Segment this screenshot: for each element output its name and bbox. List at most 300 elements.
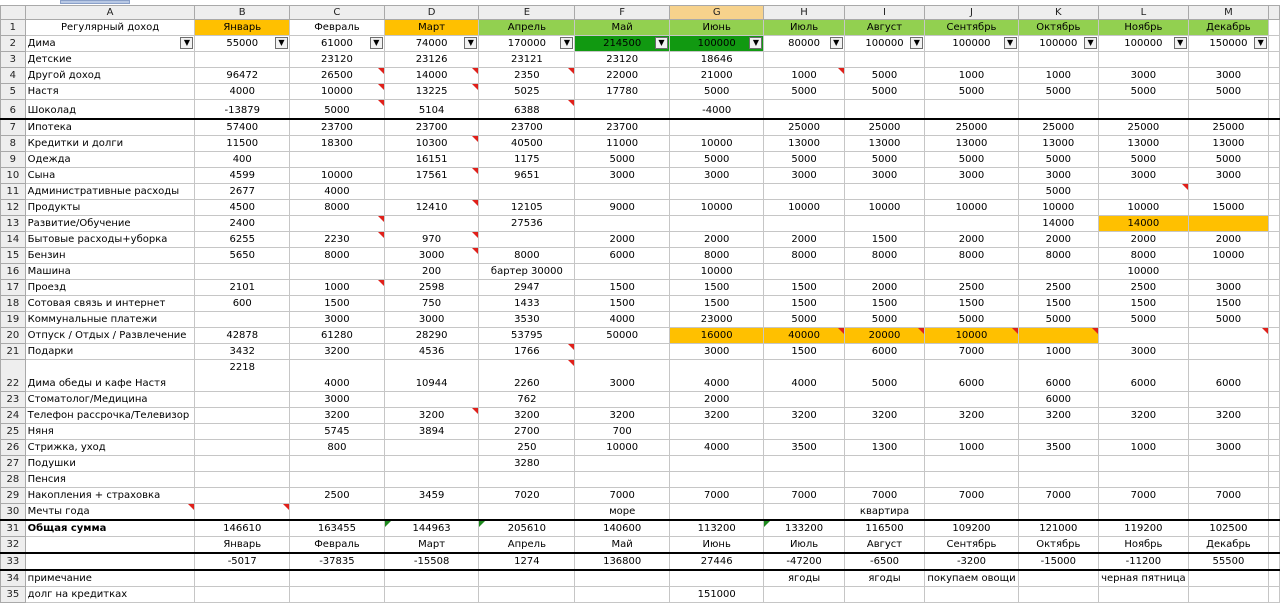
- row-header[interactable]: 15: [1, 247, 26, 263]
- value-cell[interactable]: [844, 407, 925, 423]
- value-cell[interactable]: [290, 119, 385, 136]
- row-header[interactable]: 19: [1, 311, 26, 327]
- value-cell[interactable]: [195, 279, 290, 295]
- value-cell[interactable]: [384, 520, 479, 537]
- value-cell[interactable]: [669, 52, 764, 68]
- value-cell[interactable]: [1099, 327, 1189, 343]
- value-cell[interactable]: [764, 553, 844, 570]
- value-cell[interactable]: [1099, 311, 1189, 327]
- value-cell[interactable]: [195, 359, 290, 391]
- value-cell[interactable]: [575, 520, 670, 537]
- chevron-down-icon[interactable]: ▼: [1174, 37, 1187, 49]
- row-label-cell[interactable]: Дима ▼: [25, 36, 195, 52]
- value-cell[interactable]: [925, 455, 1018, 471]
- value-cell[interactable]: [195, 231, 290, 247]
- value-cell[interactable]: [1188, 359, 1269, 391]
- value-cell[interactable]: [844, 391, 925, 407]
- value-cell[interactable]: [1099, 503, 1189, 520]
- value-cell[interactable]: [384, 343, 479, 359]
- value-cell[interactable]: [384, 391, 479, 407]
- value-cell[interactable]: [925, 423, 1018, 439]
- value-cell[interactable]: [1188, 199, 1269, 215]
- value-cell[interactable]: [575, 439, 670, 455]
- value-cell[interactable]: [925, 199, 1018, 215]
- row-header[interactable]: 6: [1, 100, 26, 119]
- value-cell[interactable]: [1188, 570, 1269, 587]
- value-cell[interactable]: [1188, 423, 1269, 439]
- row-header[interactable]: 25: [1, 423, 26, 439]
- row-header[interactable]: 2: [1, 36, 26, 52]
- value-cell[interactable]: [1099, 183, 1189, 199]
- value-cell[interactable]: [290, 455, 385, 471]
- value-cell[interactable]: [925, 471, 1018, 487]
- value-cell[interactable]: [764, 263, 844, 279]
- value-cell[interactable]: [1188, 36, 1269, 52]
- value-cell[interactable]: [1188, 407, 1269, 423]
- value-cell[interactable]: [669, 455, 764, 471]
- value-cell[interactable]: [290, 423, 385, 439]
- value-cell[interactable]: [195, 343, 290, 359]
- value-cell[interactable]: [384, 279, 479, 295]
- value-cell[interactable]: [195, 570, 290, 587]
- chevron-down-icon[interactable]: ▼: [910, 37, 923, 49]
- value-cell[interactable]: [1099, 199, 1189, 215]
- value-cell[interactable]: [1018, 553, 1098, 570]
- value-cell[interactable]: [479, 167, 575, 183]
- value-cell[interactable]: [1099, 407, 1189, 423]
- value-cell[interactable]: [384, 586, 479, 602]
- value-cell[interactable]: [1188, 553, 1269, 570]
- value-cell[interactable]: [1188, 215, 1269, 231]
- row-header[interactable]: 27: [1, 455, 26, 471]
- value-cell[interactable]: [290, 263, 385, 279]
- value-cell[interactable]: [384, 199, 479, 215]
- row-header[interactable]: 24: [1, 407, 26, 423]
- column-header-b[interactable]: B: [195, 6, 290, 20]
- value-cell[interactable]: [844, 231, 925, 247]
- row-label-cell[interactable]: Ипотека: [25, 119, 195, 136]
- chevron-down-icon[interactable]: ▼: [275, 37, 288, 49]
- value-cell[interactable]: [479, 215, 575, 231]
- value-cell[interactable]: [479, 536, 575, 553]
- row-label-cell[interactable]: Продукты: [25, 199, 195, 215]
- value-cell[interactable]: [669, 343, 764, 359]
- income-header-cell[interactable]: Регулярный доход: [25, 20, 195, 36]
- value-cell[interactable]: [1099, 553, 1189, 570]
- value-cell[interactable]: [925, 36, 1018, 52]
- value-cell[interactable]: [925, 100, 1018, 119]
- row-header[interactable]: 28: [1, 471, 26, 487]
- column-header-i[interactable]: I: [844, 6, 925, 20]
- value-cell[interactable]: [1188, 295, 1269, 311]
- value-cell[interactable]: [1188, 119, 1269, 136]
- value-cell[interactable]: [479, 119, 575, 136]
- value-cell[interactable]: [575, 423, 670, 439]
- month-header-cell[interactable]: Сентябрь: [925, 20, 1018, 36]
- value-cell[interactable]: [669, 199, 764, 215]
- value-cell[interactable]: [1018, 439, 1098, 455]
- value-cell[interactable]: [1188, 391, 1269, 407]
- value-cell[interactable]: [1099, 423, 1189, 439]
- value-cell[interactable]: [669, 570, 764, 587]
- value-cell[interactable]: [925, 231, 1018, 247]
- value-cell[interactable]: [925, 183, 1018, 199]
- row-header[interactable]: 4: [1, 68, 26, 84]
- value-cell[interactable]: [764, 279, 844, 295]
- value-cell[interactable]: [290, 84, 385, 100]
- value-cell[interactable]: [925, 586, 1018, 602]
- value-cell[interactable]: [575, 52, 670, 68]
- value-cell[interactable]: [925, 295, 1018, 311]
- value-cell[interactable]: [1018, 247, 1098, 263]
- value-cell[interactable]: [1188, 343, 1269, 359]
- value-cell[interactable]: [844, 215, 925, 231]
- value-cell[interactable]: [290, 100, 385, 119]
- value-cell[interactable]: [669, 36, 764, 52]
- value-cell[interactable]: [1188, 263, 1269, 279]
- value-cell[interactable]: [479, 455, 575, 471]
- month-header-cell[interactable]: Март: [384, 20, 479, 36]
- value-cell[interactable]: [669, 487, 764, 503]
- value-cell[interactable]: [384, 536, 479, 553]
- value-cell[interactable]: [195, 536, 290, 553]
- value-cell[interactable]: [384, 311, 479, 327]
- value-cell[interactable]: [764, 487, 844, 503]
- value-cell[interactable]: [290, 68, 385, 84]
- value-cell[interactable]: [844, 247, 925, 263]
- value-cell[interactable]: [1018, 359, 1098, 391]
- value-cell[interactable]: [195, 36, 290, 52]
- row-header[interactable]: 11: [1, 183, 26, 199]
- value-cell[interactable]: [764, 359, 844, 391]
- value-cell[interactable]: [764, 343, 844, 359]
- value-cell[interactable]: [290, 327, 385, 343]
- column-header-a[interactable]: A: [25, 6, 195, 20]
- value-cell[interactable]: [575, 151, 670, 167]
- value-cell[interactable]: [195, 520, 290, 537]
- value-cell[interactable]: [669, 279, 764, 295]
- row-header[interactable]: 21: [1, 343, 26, 359]
- value-cell[interactable]: [290, 135, 385, 151]
- value-cell[interactable]: [1018, 167, 1098, 183]
- value-cell[interactable]: [195, 68, 290, 84]
- value-cell[interactable]: [479, 311, 575, 327]
- value-cell[interactable]: [1018, 407, 1098, 423]
- value-cell[interactable]: [844, 199, 925, 215]
- value-cell[interactable]: [669, 423, 764, 439]
- value-cell[interactable]: [290, 503, 385, 520]
- value-cell[interactable]: [1099, 135, 1189, 151]
- value-cell[interactable]: [290, 487, 385, 503]
- value-cell[interactable]: [1018, 52, 1098, 68]
- value-cell[interactable]: [575, 119, 670, 136]
- value-cell[interactable]: [384, 359, 479, 391]
- value-cell[interactable]: [290, 52, 385, 68]
- row-header[interactable]: 22: [1, 359, 26, 391]
- value-cell[interactable]: [1099, 231, 1189, 247]
- value-cell[interactable]: [1099, 263, 1189, 279]
- value-cell[interactable]: [764, 135, 844, 151]
- value-cell[interactable]: [1188, 471, 1269, 487]
- value-cell[interactable]: [575, 455, 670, 471]
- value-cell[interactable]: [575, 231, 670, 247]
- value-cell[interactable]: [1018, 327, 1098, 343]
- value-cell[interactable]: [290, 586, 385, 602]
- value-cell[interactable]: [479, 68, 575, 84]
- value-cell[interactable]: [384, 215, 479, 231]
- row-header[interactable]: 7: [1, 119, 26, 136]
- value-cell[interactable]: [575, 311, 670, 327]
- value-cell[interactable]: [844, 52, 925, 68]
- row-label-cell[interactable]: Кредитки и долги: [25, 135, 195, 151]
- value-cell[interactable]: [384, 135, 479, 151]
- value-cell[interactable]: [479, 84, 575, 100]
- value-cell[interactable]: [384, 487, 479, 503]
- value-cell[interactable]: [1188, 586, 1269, 602]
- value-cell[interactable]: [764, 68, 844, 84]
- value-cell[interactable]: [384, 407, 479, 423]
- value-cell[interactable]: [844, 279, 925, 295]
- value-cell[interactable]: [669, 311, 764, 327]
- value-cell[interactable]: [290, 391, 385, 407]
- value-cell[interactable]: [669, 247, 764, 263]
- value-cell[interactable]: [764, 215, 844, 231]
- value-cell[interactable]: [764, 167, 844, 183]
- row-header[interactable]: 3: [1, 52, 26, 68]
- column-header-d[interactable]: D: [384, 6, 479, 20]
- value-cell[interactable]: [1018, 536, 1098, 553]
- value-cell[interactable]: [479, 471, 575, 487]
- row-label-cell[interactable]: Административные расходы: [25, 183, 195, 199]
- value-cell[interactable]: [1099, 359, 1189, 391]
- value-cell[interactable]: [764, 247, 844, 263]
- value-cell[interactable]: [844, 471, 925, 487]
- value-cell[interactable]: [575, 36, 670, 52]
- value-cell[interactable]: [1018, 471, 1098, 487]
- value-cell[interactable]: [764, 455, 844, 471]
- chevron-down-icon[interactable]: ▼: [1254, 37, 1267, 49]
- value-cell[interactable]: [195, 586, 290, 602]
- value-cell[interactable]: [844, 84, 925, 100]
- value-cell[interactable]: [925, 553, 1018, 570]
- value-cell[interactable]: [575, 536, 670, 553]
- column-header-g[interactable]: G: [669, 6, 764, 20]
- value-cell[interactable]: [669, 167, 764, 183]
- sheet-tab-button[interactable]: [60, 0, 130, 4]
- value-cell[interactable]: [1188, 439, 1269, 455]
- value-cell[interactable]: [925, 391, 1018, 407]
- row-label-cell[interactable]: Коммунальные платежи: [25, 311, 195, 327]
- row-label-cell[interactable]: Подарки: [25, 343, 195, 359]
- month-header-cell[interactable]: Январь: [195, 20, 290, 36]
- value-cell[interactable]: [575, 586, 670, 602]
- value-cell[interactable]: [290, 311, 385, 327]
- value-cell[interactable]: [1018, 311, 1098, 327]
- value-cell[interactable]: [1018, 199, 1098, 215]
- value-cell[interactable]: [384, 423, 479, 439]
- value-cell[interactable]: [290, 439, 385, 455]
- value-cell[interactable]: [575, 84, 670, 100]
- value-cell[interactable]: [479, 553, 575, 570]
- value-cell[interactable]: [1099, 215, 1189, 231]
- value-cell[interactable]: [479, 586, 575, 602]
- value-cell[interactable]: [844, 487, 925, 503]
- value-cell[interactable]: [195, 119, 290, 136]
- value-cell[interactable]: [669, 553, 764, 570]
- column-header-f[interactable]: F: [575, 6, 670, 20]
- value-cell[interactable]: [669, 439, 764, 455]
- value-cell[interactable]: [669, 100, 764, 119]
- row-header[interactable]: 32: [1, 536, 26, 553]
- value-cell[interactable]: [1099, 455, 1189, 471]
- value-cell[interactable]: [669, 68, 764, 84]
- value-cell[interactable]: [195, 553, 290, 570]
- value-cell[interactable]: [925, 167, 1018, 183]
- value-cell[interactable]: [479, 391, 575, 407]
- value-cell[interactable]: [669, 471, 764, 487]
- value-cell[interactable]: [925, 151, 1018, 167]
- row-header[interactable]: 23: [1, 391, 26, 407]
- row-label-cell[interactable]: примечание: [25, 570, 195, 587]
- value-cell[interactable]: [1099, 36, 1189, 52]
- value-cell[interactable]: [669, 586, 764, 602]
- value-cell[interactable]: [479, 343, 575, 359]
- value-cell[interactable]: [1099, 520, 1189, 537]
- value-cell[interactable]: [925, 570, 1018, 587]
- row-header[interactable]: 20: [1, 327, 26, 343]
- value-cell[interactable]: [575, 407, 670, 423]
- value-cell[interactable]: [1188, 536, 1269, 553]
- value-cell[interactable]: [925, 52, 1018, 68]
- chevron-down-icon[interactable]: ▼: [830, 37, 843, 49]
- value-cell[interactable]: [844, 263, 925, 279]
- row-header[interactable]: 33: [1, 553, 26, 570]
- value-cell[interactable]: [1018, 215, 1098, 231]
- value-cell[interactable]: [384, 553, 479, 570]
- value-cell[interactable]: [290, 215, 385, 231]
- value-cell[interactable]: [290, 407, 385, 423]
- value-cell[interactable]: [575, 503, 670, 520]
- value-cell[interactable]: [1188, 84, 1269, 100]
- value-cell[interactable]: [844, 327, 925, 343]
- value-cell[interactable]: [575, 68, 670, 84]
- row-header[interactable]: 30: [1, 503, 26, 520]
- value-cell[interactable]: [575, 471, 670, 487]
- value-cell[interactable]: [669, 359, 764, 391]
- value-cell[interactable]: [764, 471, 844, 487]
- chevron-down-icon[interactable]: ▼: [1084, 37, 1097, 49]
- value-cell[interactable]: [384, 327, 479, 343]
- row-header[interactable]: 34: [1, 570, 26, 587]
- value-cell[interactable]: [290, 279, 385, 295]
- value-cell[interactable]: [1018, 119, 1098, 136]
- value-cell[interactable]: [669, 151, 764, 167]
- value-cell[interactable]: [669, 295, 764, 311]
- value-cell[interactable]: [1188, 311, 1269, 327]
- column-header-k[interactable]: K: [1018, 6, 1098, 20]
- value-cell[interactable]: [844, 503, 925, 520]
- value-cell[interactable]: [764, 311, 844, 327]
- row-label-cell[interactable]: Накопления + страховка: [25, 487, 195, 503]
- value-cell[interactable]: [1018, 151, 1098, 167]
- row-label-cell[interactable]: Машина: [25, 263, 195, 279]
- row-label-cell[interactable]: Сына: [25, 167, 195, 183]
- value-cell[interactable]: [195, 263, 290, 279]
- value-cell[interactable]: [479, 423, 575, 439]
- value-cell[interactable]: [925, 311, 1018, 327]
- row-label-cell[interactable]: Подушки: [25, 455, 195, 471]
- value-cell[interactable]: [195, 215, 290, 231]
- value-cell[interactable]: [479, 520, 575, 537]
- column-header-h[interactable]: H: [764, 6, 844, 20]
- value-cell[interactable]: [669, 391, 764, 407]
- value-cell[interactable]: [195, 455, 290, 471]
- value-cell[interactable]: [479, 231, 575, 247]
- value-cell[interactable]: [1018, 455, 1098, 471]
- value-cell[interactable]: [1099, 119, 1189, 136]
- value-cell[interactable]: [1099, 439, 1189, 455]
- value-cell[interactable]: [1018, 520, 1098, 537]
- value-cell[interactable]: [925, 279, 1018, 295]
- value-cell[interactable]: [384, 263, 479, 279]
- row-header[interactable]: 29: [1, 487, 26, 503]
- row-label-cell[interactable]: Дима обеды и кафе Настя: [25, 359, 195, 391]
- value-cell[interactable]: [669, 263, 764, 279]
- value-cell[interactable]: [479, 151, 575, 167]
- value-cell[interactable]: [844, 343, 925, 359]
- value-cell[interactable]: [479, 183, 575, 199]
- value-cell[interactable]: [195, 183, 290, 199]
- value-cell[interactable]: [195, 391, 290, 407]
- value-cell[interactable]: [195, 295, 290, 311]
- value-cell[interactable]: [479, 295, 575, 311]
- value-cell[interactable]: [764, 199, 844, 215]
- value-cell[interactable]: [195, 135, 290, 151]
- value-cell[interactable]: [844, 311, 925, 327]
- value-cell[interactable]: [1018, 231, 1098, 247]
- value-cell[interactable]: [384, 183, 479, 199]
- value-cell[interactable]: [669, 135, 764, 151]
- value-cell[interactable]: [290, 183, 385, 199]
- value-cell[interactable]: [1018, 423, 1098, 439]
- value-cell[interactable]: [575, 247, 670, 263]
- month-header-cell[interactable]: Апрель: [479, 20, 575, 36]
- value-cell[interactable]: [764, 503, 844, 520]
- value-cell[interactable]: [575, 295, 670, 311]
- value-cell[interactable]: [195, 327, 290, 343]
- value-cell[interactable]: [1018, 343, 1098, 359]
- value-cell[interactable]: [1188, 455, 1269, 471]
- value-cell[interactable]: [195, 52, 290, 68]
- value-cell[interactable]: [384, 36, 479, 52]
- value-cell[interactable]: [844, 455, 925, 471]
- value-cell[interactable]: [384, 167, 479, 183]
- value-cell[interactable]: [844, 36, 925, 52]
- value-cell[interactable]: [1018, 100, 1098, 119]
- value-cell[interactable]: [925, 343, 1018, 359]
- row-label-cell[interactable]: Одежда: [25, 151, 195, 167]
- value-cell[interactable]: [764, 295, 844, 311]
- month-header-cell[interactable]: Май: [575, 20, 670, 36]
- value-cell[interactable]: [844, 68, 925, 84]
- chevron-down-icon[interactable]: ▼: [370, 37, 383, 49]
- value-cell[interactable]: [764, 586, 844, 602]
- value-cell[interactable]: [479, 570, 575, 587]
- value-cell[interactable]: [195, 471, 290, 487]
- value-cell[interactable]: [844, 295, 925, 311]
- value-cell[interactable]: [1099, 536, 1189, 553]
- value-cell[interactable]: [669, 119, 764, 136]
